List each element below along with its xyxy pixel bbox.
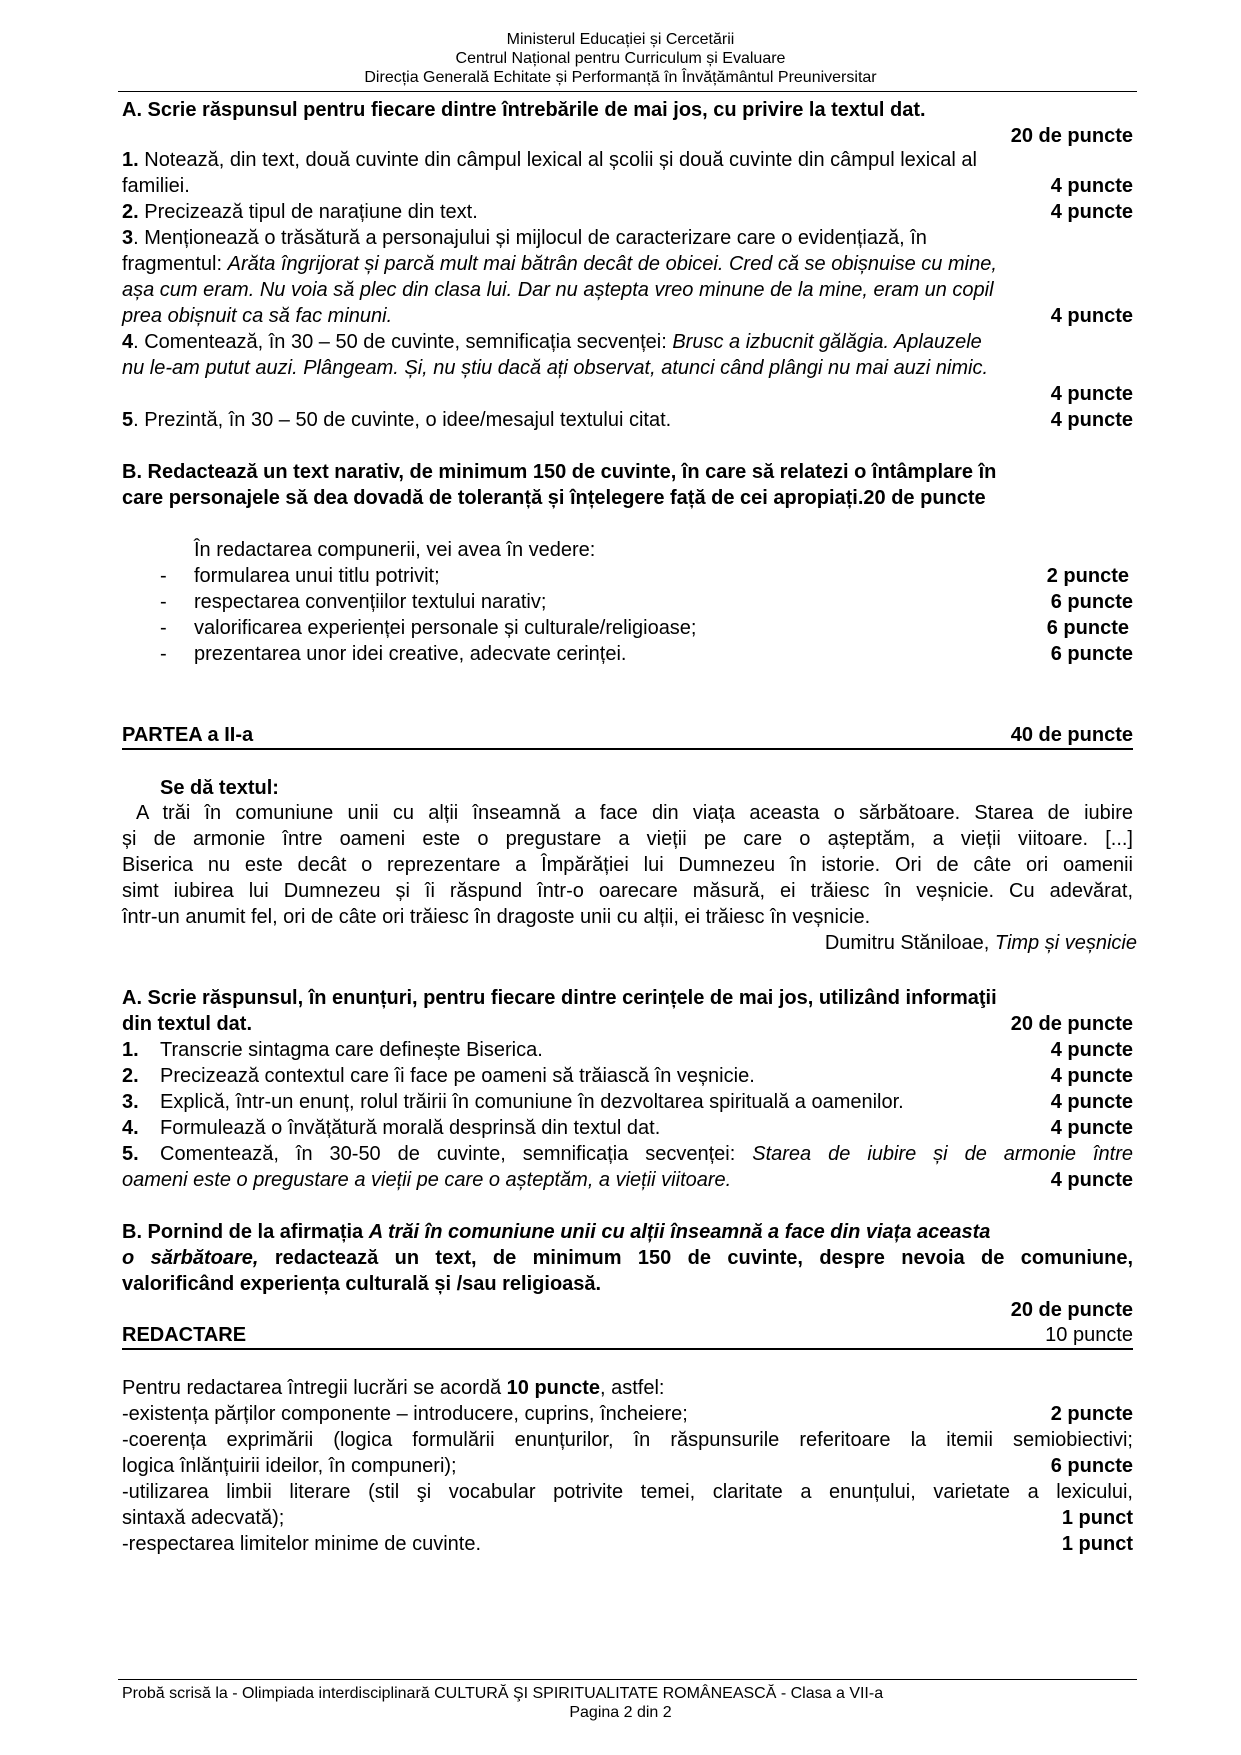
- part2-sectionA-line-2: din textul dat.: [122, 1013, 252, 1035]
- footer-divider: [118, 1679, 1137, 1680]
- part2-sectionB-points: 20 de puncte: [1010, 1299, 1133, 1321]
- criterion-1: formularea unui titlu potrivit;: [194, 565, 440, 587]
- criterion-2: respectarea convențiilor textului narativ;: [194, 591, 547, 613]
- part2-item-4-points: 4 puncte: [1050, 1117, 1133, 1139]
- part1-item-1: 1. Notează, din text, două cuvinte din câmpul lexical al școlii și două cuvinte din câmpul lexical al: [122, 149, 977, 171]
- redactare-title: REDACTARE: [122, 1324, 247, 1346]
- part2-item-5-quote-2: oameni este o pregustare a vieții pe care o așteptăm, a vieții viitoare.: [122, 1169, 732, 1191]
- part2-item-5: 5. Comentează, în 30-50 de cuvinte, semnificația secvenței: Starea de iubire și de armonie între: [122, 1143, 1133, 1165]
- part1-item-3-quote-2: așa cum eram. Nu voia să plec din clasa lui. Dar nu aștepta vreo minune de la mine, eram un copil: [122, 279, 994, 301]
- part1-sectionB-line-1: B. Redactează un text narativ, de minimum 150 de cuvinte, în care să relatezi o întâmplare în: [122, 461, 997, 483]
- part2-item-1-points: 4 puncte: [1050, 1039, 1133, 1061]
- redactare-item-3-cont: sintaxă adecvată);: [122, 1507, 285, 1529]
- part2-item-2-points: 4 puncte: [1050, 1065, 1133, 1087]
- passage-line-2: și de armonie între oameni este o pregustare a vieții pe care o așteptăm, a vieții viitoare. [...]: [122, 828, 1133, 850]
- redactare-item-4: -respectarea limitelor minime de cuvinte.: [122, 1533, 482, 1555]
- redactare-item-2-cont: logica înlănțuirii ideilor, în compuneri);: [122, 1455, 457, 1477]
- criterion-3-points: 6 puncte: [1046, 617, 1129, 639]
- redactare-item-3: -utilizarea limbii literare (stil şi vocabular potrivite temei, claritate a enunțului, varietate a lexicului,: [122, 1481, 1133, 1503]
- header-directorate: Direcția Generală Echitate și Performanță în Învățământul Preuniversitar: [364, 69, 877, 86]
- part1-item-5-points: 4 puncte: [1050, 409, 1133, 431]
- part1-item-4-points: 4 puncte: [1050, 383, 1133, 405]
- part2-item-3-points: 4 puncte: [1050, 1091, 1133, 1113]
- criterion-2-points: 6 puncte: [1050, 591, 1133, 613]
- bullet-dash: -: [160, 643, 167, 665]
- part1-item-1-points: 4 puncte: [1050, 175, 1133, 197]
- header-ministry: Ministerul Educației și Cercetării: [506, 31, 735, 48]
- passage-line-4: simt iubirea lui Dumnezeu și îi răspund într-o oarecare măsură, ei trăiesc în veșnicie. Cu adevărat,: [122, 880, 1133, 902]
- part1-item-2: 2. Precizează tipul de narațiune din text.: [122, 201, 478, 223]
- part1-sectionA-title: A. Scrie răspunsul pentru fiecare dintre întrebările de mai jos, cu privire la textul dat.: [122, 99, 926, 121]
- passage-citation: Dumitru Stăniloae, Timp și veșnicie: [824, 932, 1137, 954]
- part2-sectionB-line-3: valorificând experiența culturală și /sau religioasă.: [122, 1273, 602, 1295]
- part2-item-5-points: 4 puncte: [1050, 1169, 1133, 1191]
- passage-line-5: într-un anumit fel, ori de câte ori trăiesc în dragoste unii cu alții, ei trăiesc în veșnicie.: [122, 906, 871, 928]
- criterion-4: prezentarea unor idei creative, adecvate cerinței.: [194, 643, 627, 665]
- footer-exam-title: Probă scrisă la - Olimpiada interdisciplinară CULTURĂ ŞI SPIRITUALITATE ROMÂNEASCĂ - Clasa a VII-a: [122, 1685, 884, 1702]
- footer-page-number: Pagina 2 din 2: [569, 1704, 672, 1721]
- redactare-points: 10 puncte: [1045, 1324, 1133, 1346]
- part2-sectionB-line-1: B. Pornind de la afirmația A trăi în comuniune unii cu alții înseamnă a face din viața aceasta: [122, 1221, 991, 1243]
- part2-item-2: 2. Precizează contextul care îi face pe oameni să trăiască în veșnicie.: [122, 1065, 755, 1087]
- part2-sectionB-line-2: o sărbătoare, redactează un text, de minimum 150 de cuvinte, despre nevoia de comuniune,: [122, 1247, 1133, 1269]
- header-divider: [118, 91, 1137, 92]
- part1-item-3-quote-1: fragmentul: Arăta îngrijorat și parcă mult mai bătrân decât de obicei. Cred că se obișnuise cu mine,: [122, 253, 997, 275]
- passage-line-1: A trăi în comuniune unii cu alții înseamnă a face din viața aceasta o sărbătoare. Starea de iubire: [136, 802, 1133, 824]
- part1-item-3: 3. Menționează o trăsătură a personajului și mijlocul de caracterizare care o evidențiază, în: [122, 227, 927, 249]
- part2-points: 40 de puncte: [1010, 724, 1133, 746]
- part2-sectionA-line-1: A. Scrie răspunsul, în enunțuri, pentru fiecare dintre cerințele de mai jos, utilizând informaţii: [122, 987, 997, 1009]
- part2-sectionA-points: 20 de puncte: [1010, 1013, 1133, 1035]
- redactare-item-1: -existența părților componente – introducere, cuprins, încheiere;: [122, 1403, 688, 1425]
- redactare-item-2: -coerența exprimării (logica formulării enunțurilor, în răspunsurile referitoare la itemii semiobiectivi;: [122, 1429, 1133, 1451]
- given-text-label: Se dă textul:: [160, 777, 279, 799]
- redactare-item-1-points: 2 puncte: [1050, 1403, 1133, 1425]
- part1-item-4-quote-2: nu le-am putut auzi. Plângeam. Și, nu știu dacă ați observat, atunci când plângi nu mai auzi nimic.: [122, 357, 989, 379]
- criterion-4-points: 6 puncte: [1050, 643, 1133, 665]
- bullet-dash: -: [160, 617, 167, 639]
- redactare-item-4-points: 1 punct: [1061, 1533, 1133, 1555]
- criterion-3: valorificarea experienței personale și culturale/religioase;: [194, 617, 697, 639]
- part1-sectionB-line-2: care personajele să dea dovadă de toleranță și înțelegere față de cei apropiați.20 de puncte: [122, 487, 986, 509]
- redactare-intro: Pentru redactarea întregii lucrări se acordă 10 puncte, astfel:: [122, 1377, 665, 1399]
- part2-item-1: 1. Transcrie sintagma care definește Biserica.: [122, 1039, 543, 1061]
- bullet-dash: -: [160, 565, 167, 587]
- redactare-item-3-points: 1 punct: [1061, 1507, 1133, 1529]
- part1-item-4: 4. Comentează, în 30 – 50 de cuvinte, semnificația secvenței: Brusc a izbucnit gălăgia. Aplauzele: [122, 331, 982, 353]
- part2-underline: [122, 748, 1133, 750]
- part1-sectionA-points: 20 de puncte: [1010, 125, 1133, 147]
- part1-criteria-intro: În redactarea compunerii, vei avea în vedere:: [194, 539, 596, 561]
- part1-item-1-cont: familiei.: [122, 175, 190, 197]
- criterion-1-points: 2 puncte: [1046, 565, 1129, 587]
- bullet-dash: -: [160, 591, 167, 613]
- part1-item-2-points: 4 puncte: [1050, 201, 1133, 223]
- part2-item-4: 4. Formulează o învățătură morală desprinsă din textul dat.: [122, 1117, 661, 1139]
- part2-item-3: 3. Explică, într-un enunț, rolul trăirii în comuniune în dezvoltarea spirituală a oamenilor.: [122, 1091, 904, 1113]
- redactare-underline: [122, 1348, 1133, 1350]
- passage-line-3: Biserica nu este decât o reprezentare a Împărăției lui Dumnezeu în istorie. Ori de câte ori oamenii: [122, 854, 1133, 876]
- part1-item-3-quote-3: prea obișnuit ca să fac minuni.: [122, 305, 393, 327]
- header-center: Centrul Național pentru Curriculum și Evaluare: [455, 50, 786, 67]
- part1-item-5: 5. Prezintă, în 30 – 50 de cuvinte, o idee/mesajul textului citat.: [122, 409, 672, 431]
- part2-title: PARTEA a II-a: [122, 724, 254, 746]
- redactare-item-2-points: 6 puncte: [1050, 1455, 1133, 1477]
- part1-item-3-points: 4 puncte: [1050, 305, 1133, 327]
